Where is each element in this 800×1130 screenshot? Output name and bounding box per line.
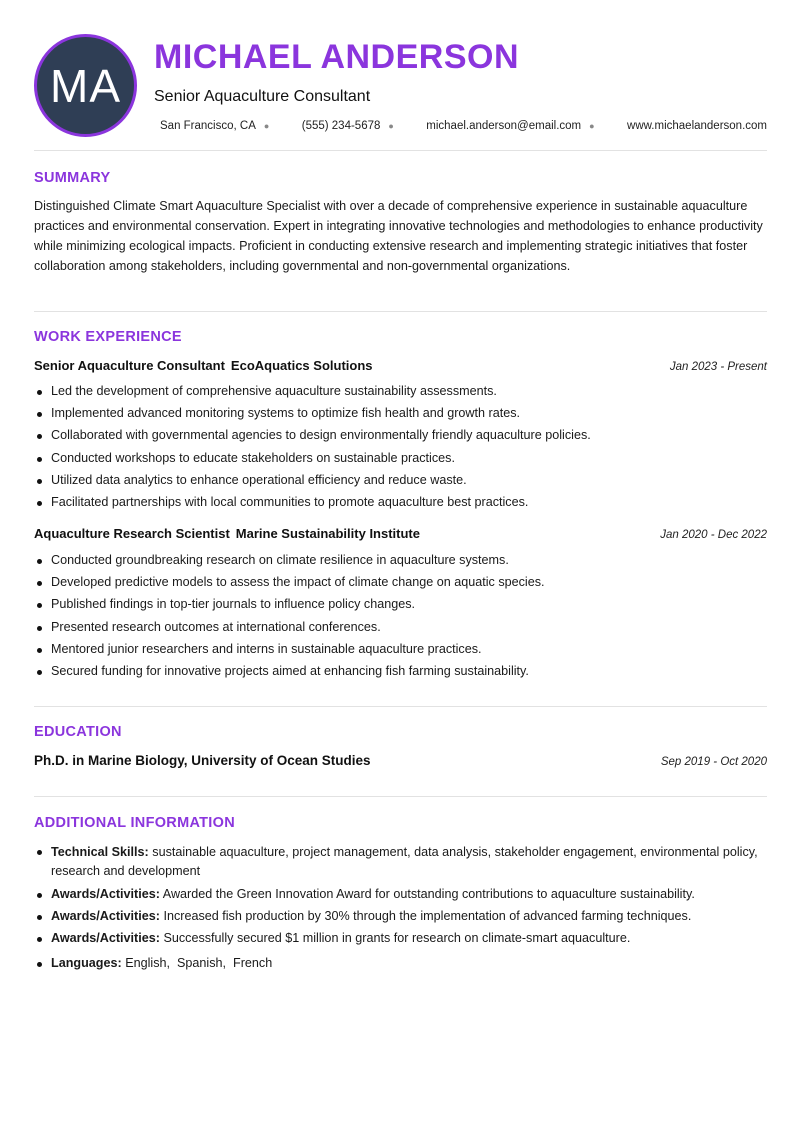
info-text: English, Spanish, French bbox=[125, 956, 273, 970]
info-label: Awards/Activities: bbox=[51, 931, 160, 945]
list-item bbox=[34, 843, 759, 881]
job-header bbox=[34, 526, 767, 541]
contact-location-text: San Francisco, CA bbox=[160, 120, 256, 132]
additional-heading: ADDITIONAL INFORMATION bbox=[34, 815, 235, 831]
job-title-line bbox=[34, 526, 420, 541]
divider bbox=[34, 706, 767, 707]
info-label: Languages: bbox=[51, 956, 122, 970]
contact-phone bbox=[302, 120, 402, 132]
list-item: Collaborated with governmental agencies to design environmentally friendly aquaculture policies. bbox=[34, 427, 767, 444]
experience-heading: WORK EXPERIENCE bbox=[34, 329, 182, 345]
list-item: Led the development of comprehensive aquaculture sustainability assessments. bbox=[34, 383, 767, 400]
info-text: Increased fish production by 30% through the implementation of advanced farming techniques. bbox=[163, 909, 692, 923]
job-role: Aquaculture Research Scientist bbox=[34, 526, 230, 541]
summary-heading: SUMMARY bbox=[34, 170, 111, 186]
info-text: Successfully secured $1 million in grants for research on climate-smart aquaculture. bbox=[163, 931, 631, 945]
education-heading: EDUCATION bbox=[34, 724, 122, 740]
info-text: sustainable aquaculture, project management, data analysis, stakeholder engagement, environmental policy, research and development bbox=[51, 845, 758, 878]
resume-header bbox=[34, 34, 767, 138]
list-item: Developed predictive models to assess the impact of climate change on aquatic species. bbox=[34, 574, 767, 591]
list-item bbox=[34, 886, 759, 903]
divider bbox=[34, 150, 767, 151]
list-item: Conducted workshops to educate stakeholders on sustainable practices. bbox=[34, 450, 767, 467]
job-company: Marine Sustainability Institute bbox=[235, 526, 420, 541]
info-text: Awarded the Green Innovation Award for outstanding contributions to aquaculture sustainability. bbox=[162, 887, 695, 901]
education-dates: Sep 2019 - Oct 2020 bbox=[660, 756, 767, 768]
additional-list bbox=[34, 843, 759, 972]
contact-website bbox=[627, 120, 767, 132]
contact-bar bbox=[160, 120, 767, 132]
list-item: Facilitated partnerships with local communities to promote aquaculture best practices. bbox=[34, 494, 767, 511]
contact-location bbox=[160, 120, 277, 132]
list-item bbox=[34, 955, 759, 972]
separator-dot-icon: ● bbox=[589, 121, 595, 131]
education-degree: Ph.D. in Marine Biology, University of Ocean Studies bbox=[34, 753, 371, 768]
job-bullets bbox=[34, 552, 767, 680]
contact-email-link[interactable]: michael.anderson@email.com bbox=[426, 120, 582, 132]
contact-website-link[interactable]: www.michaelanderson.com bbox=[627, 120, 767, 132]
contact-phone-text: (555) 234-5678 bbox=[301, 120, 381, 132]
avatar-initials: MA bbox=[50, 59, 121, 112]
avatar bbox=[34, 34, 137, 137]
list-item: Mentored junior researchers and interns in sustainable aquaculture practices. bbox=[34, 641, 767, 658]
list-item: Published findings in top-tier journals to influence policy changes. bbox=[34, 596, 767, 613]
info-label: Awards/Activities: bbox=[51, 887, 160, 901]
job-title-line bbox=[34, 358, 373, 373]
contact-email bbox=[426, 120, 602, 132]
job-role: Senior Aquaculture Consultant bbox=[34, 358, 225, 373]
info-label: Technical Skills: bbox=[51, 845, 149, 859]
divider bbox=[34, 796, 767, 797]
separator-dot-icon: ● bbox=[263, 121, 270, 131]
candidate-title: Senior Aquaculture Consultant bbox=[154, 88, 371, 105]
job-dates: Jan 2020 - Dec 2022 bbox=[660, 529, 767, 541]
summary-text: Distinguished Climate Smart Aquaculture Specialist with over a decade of comprehensive experience in sustainable aquaculture practices and environmental conservation. Expert in integrating innovative technologies and methodologies to enhance productivity while minimizing ecological impacts. Proficient in conducting extensive research and implementing strategic initiatives that foster collaboration among stakeholders, including governmental and non-governmental organizations. bbox=[34, 199, 763, 273]
job-dates: Jan 2023 - Present bbox=[669, 361, 767, 373]
job-header bbox=[34, 358, 767, 373]
list-item bbox=[34, 908, 759, 925]
candidate-name: MICHAEL ANDERSON bbox=[154, 38, 520, 76]
list-item: Conducted groundbreaking research on climate resilience in aquaculture systems. bbox=[34, 552, 767, 569]
list-item: Implemented advanced monitoring systems to optimize fish health and growth rates. bbox=[34, 405, 767, 422]
job-company: EcoAquatics Solutions bbox=[230, 358, 373, 373]
divider bbox=[34, 311, 767, 312]
separator-dot-icon: ● bbox=[388, 121, 394, 131]
list-item bbox=[34, 930, 759, 947]
info-label: Awards/Activities: bbox=[51, 909, 160, 923]
list-item: Utilized data analytics to enhance operational efficiency and reduce waste. bbox=[34, 472, 767, 489]
list-item: Secured funding for innovative projects aimed at enhancing fish farming sustainability. bbox=[34, 663, 767, 680]
education-entry bbox=[34, 753, 767, 768]
list-item: Presented research outcomes at international conferences. bbox=[34, 619, 767, 636]
job-bullets bbox=[34, 383, 767, 511]
